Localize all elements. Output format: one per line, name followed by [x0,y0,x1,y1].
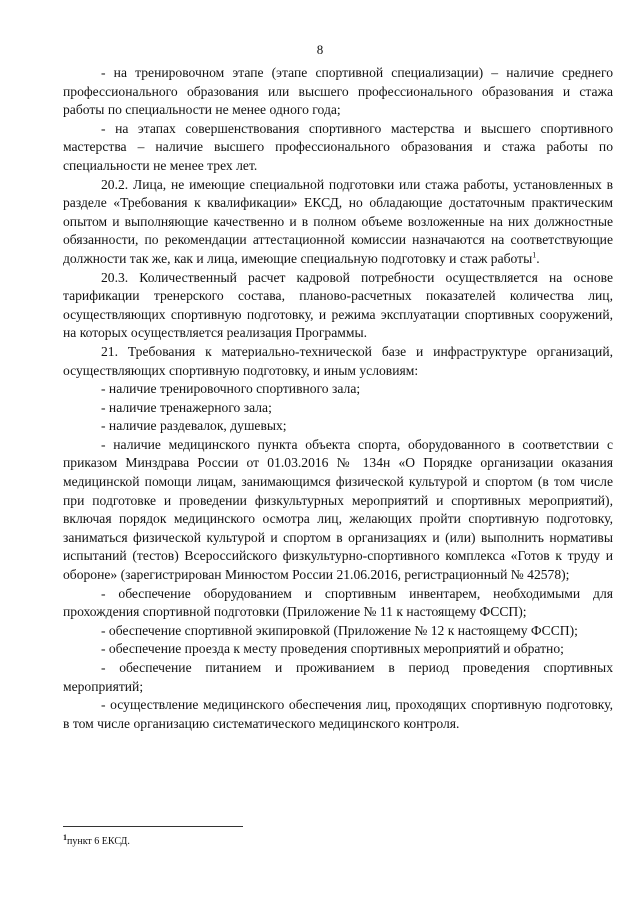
paragraph-20-3: 20.3. Количественный расчет кадровой потребности осуществляется на основе тарификации тренерского состава, планово-расчетных показателей количества лиц, осуществляющих спортивную подготовку, и режима эксплуатации спортивных сооружений, на которых осуществляется реализация Программы. [63,269,613,341]
footnote [63,833,130,848]
paragraph-excellence-stage: - на этапах совершенствования спортивного мастерства и высшего спортивного мастерства – наличие высшего профессионального образования и стажа работы по специальности не менее трех лет. [63,120,613,173]
list-item-medical-support: - осуществление медицинского обеспечения лиц, проходящих спортивную подготовку, в том числе организацию систематического медицинского контроля. [63,697,613,731]
list-item-training-hall: - наличие тренировочного спортивного зала; [101,381,361,397]
footnote-text: пункт 6 ЕКСД. [67,836,130,847]
list-item-travel: - обеспечение проезда к месту проведения спортивных мероприятий и обратно; [101,641,564,657]
paragraph-20-2-text: 20.2. Лица, не имеющие специальной подготовки или стажа работы, установленных в разделе «Требования к квалификации» ЕКСД, но обладающие достаточным практическим опытом и выполняющие качественно и в полном объеме возложенные на них должностные обязанности, по рекомендации аттестационной комиссии назначаются на соответствующие должности так же, как и лица, имеющие специальную подготовку и стаж работы [63,176,613,266]
list-item-gym: - наличие тренажерного зала; [101,399,272,415]
page-number: 8 [316,42,324,57]
footnote-reference: 1 [532,250,537,260]
list-item-outfitting: - обеспечение спортивной экипировкой (Приложение № 12 к настоящему ФССП); [101,622,578,638]
paragraph-21: 21. Требования к материально-технической базе и инфраструктуре организаций, осуществляющих спортивную подготовку, и иным условиям: [63,343,613,378]
paragraph-20-2-end: . [536,250,540,266]
document-body [63,64,613,733]
list-item-locker-rooms: - наличие раздевалок, душевых; [101,418,287,434]
footnote-separator [63,826,243,827]
list-item-medical-point: - наличие медицинского пункта объекта спорта, оборудованного в соответствии с приказом Минздрава России от 01.03.2016 № 134н «О Порядке организации оказания медицинской помощи лицам, занимающимся физической культурой и спортом (в том числе при подготовке и проведении физкультурных мероприятий и спортивных мероприятий), включая порядок медицинского осмотра лиц, желающих пройти спортивную подготовку, заниматься физической культурой и спортом в организациях и (или) выполнить нормативы испытаний (тестов) Всероссийского физкультурно-спортивного комплекса «Готов к труду и обороне» (зарегистрирован Минюстом России 21.06.2016, регистрационный № 42578); [63,436,613,583]
list-item-food-lodging: - обеспечение питанием и проживанием в период проведения спортивных мероприятий; [63,660,613,694]
list-item-equipment: - обеспечение оборудованием и спортивным инвентарем, необходимыми для прохождения спортивной подготовки (Приложение № 11 к настоящему ФССП); [63,585,613,620]
paragraph-20-2 [63,176,613,269]
paragraph-training-stage: - на тренировочном этапе (этапе спортивной специализации) – наличие среднего профессионального образования или высшего профессионального образования и стажа работы по специальности не менее одного года; [63,65,613,118]
footnote-marker: 1 [63,833,67,842]
